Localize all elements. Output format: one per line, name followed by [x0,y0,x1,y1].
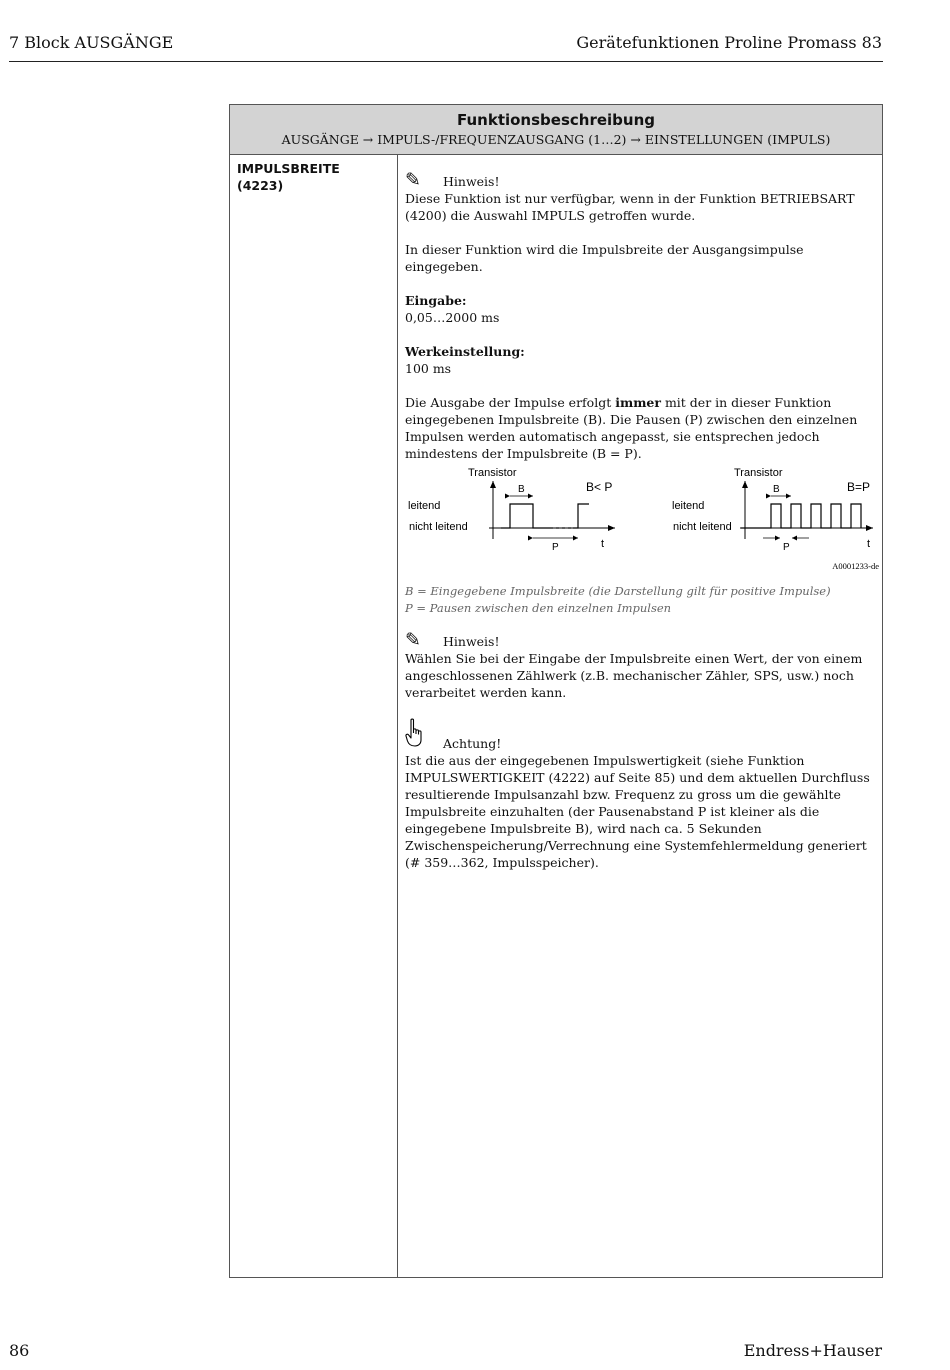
note-label: Hinweis! [443,174,500,189]
intro-text: In dieser Funktion wird die Impulsbreite der Ausgangsimpulse eingegeben. [405,242,804,274]
table-header [230,105,882,155]
header-document-title: Gerätefunktionen Proline Promass 83 [576,33,882,52]
figure-id: A0001233-de [832,561,879,571]
left-next-pulse [573,504,589,528]
caution-label: Achtung! [443,736,502,751]
pulse-text-end: mit der in dieser Funktion eingegebenen Impulsbreite (B). Die Pausen (P) zwischen den einzelnen Impulsen werden automatisch angepasst, sie entsprechen jedoch mindestens der Impulsbreite (B = P). [405,395,858,461]
default-label: Werkeinstellung: [405,344,525,359]
right-transistor-label: Transistor [734,467,783,479]
right-t-label: t [867,538,871,550]
table-title: Funktionsbeschreibung [456,111,655,129]
caution-heading [405,718,877,752]
note-label-2: Hinweis! [443,634,500,649]
right-p-label: P [783,542,790,553]
pulse-text-emphasis: immer [615,395,661,410]
function-table [229,104,883,1278]
left-transistor-label: Transistor [468,467,517,479]
function-code: (4223) [237,178,284,193]
pulse-diagram [405,465,877,583]
caption-b: B = Eingegebene Impulsbreite (die Darstellung gilt für positive Impulse) [405,584,831,598]
header-section-title: 7 Block AUSGÄNGE [9,33,174,52]
input-range: 0,05…2000 ms [405,310,500,325]
pulse-diagram-svg [405,465,881,583]
default-value: 100 ms [405,361,452,376]
pointing-hand-icon [405,718,443,752]
function-description [405,171,877,871]
caption-p: P = Pausen zwischen den einzelnen Impulsen [405,601,672,615]
left-state-off-label: nicht leitend [409,521,468,533]
input-label: Eingabe: [405,293,467,308]
column-divider [397,154,398,1278]
function-name-label: IMPULSBREITE [237,161,340,176]
left-b-label: B [518,484,525,495]
right-pulse-train [741,504,861,528]
note-text: Diese Funktion ist nur verfügbar, wenn in der Funktion BETRIEBSART (4200) die Auswahl IMPULS getroffen wurde. [405,191,855,223]
right-b-label: B [773,484,780,495]
page-number: 86 [9,1341,30,1360]
header-rule [9,61,883,62]
menu-path: AUSGÄNGE → IMPULS-/FREQUENZAUSGANG (1…2) → EINSTELLUNGEN (IMPULS) [281,132,831,147]
note-heading [405,171,877,190]
left-pulse-line [501,504,550,528]
left-t-label: t [601,538,605,550]
left-p-label: P [552,542,559,553]
left-state-on-label: leitend [408,500,441,512]
pencil-icon: ✎ [405,169,421,191]
pulse-text-start: Die Ausgabe der Impulse erfolgt [405,395,616,410]
right-case-label: B=P [847,480,871,494]
pencil-icon: ✎ [405,629,421,651]
function-name [237,160,340,194]
caution-text: Ist die aus der eingegebenen Impulswertigkeit (siehe Funktion IMPULSWERTIGKEIT (4222) auf Seite 85) und dem aktuellen Durchfluss resultierende Impulsanzahl bzw. Frequenz zu gross um die gewählte Impulsbreite einzuhalten (der Pausenabstand P ist kleiner als die eingegebene Impulsbreite B), wird nach ca. 5 Sekunden Zwischenspeicherung/Verrechnung eine Systemfehlermeldung generiert (# 359…362, Impulsspeicher). [405,753,870,870]
left-case-label: B< P [586,480,613,494]
note-heading-2 [405,631,877,650]
note-text-2: Wählen Sie bei der Eingabe der Impulsbreite einen Wert, der von einem angeschlossenen Zählwerk (z.B. mechanischer Zähler, SPS, usw.) noch verarbeitet werden kann. [405,651,863,700]
pointing-hand-icon-svg [405,718,425,748]
right-state-on-label: leitend [672,500,705,512]
pulse-output-text [405,394,877,462]
right-state-off-label: nicht leitend [673,521,732,533]
brand-name: Endress+Hauser [743,1341,882,1360]
